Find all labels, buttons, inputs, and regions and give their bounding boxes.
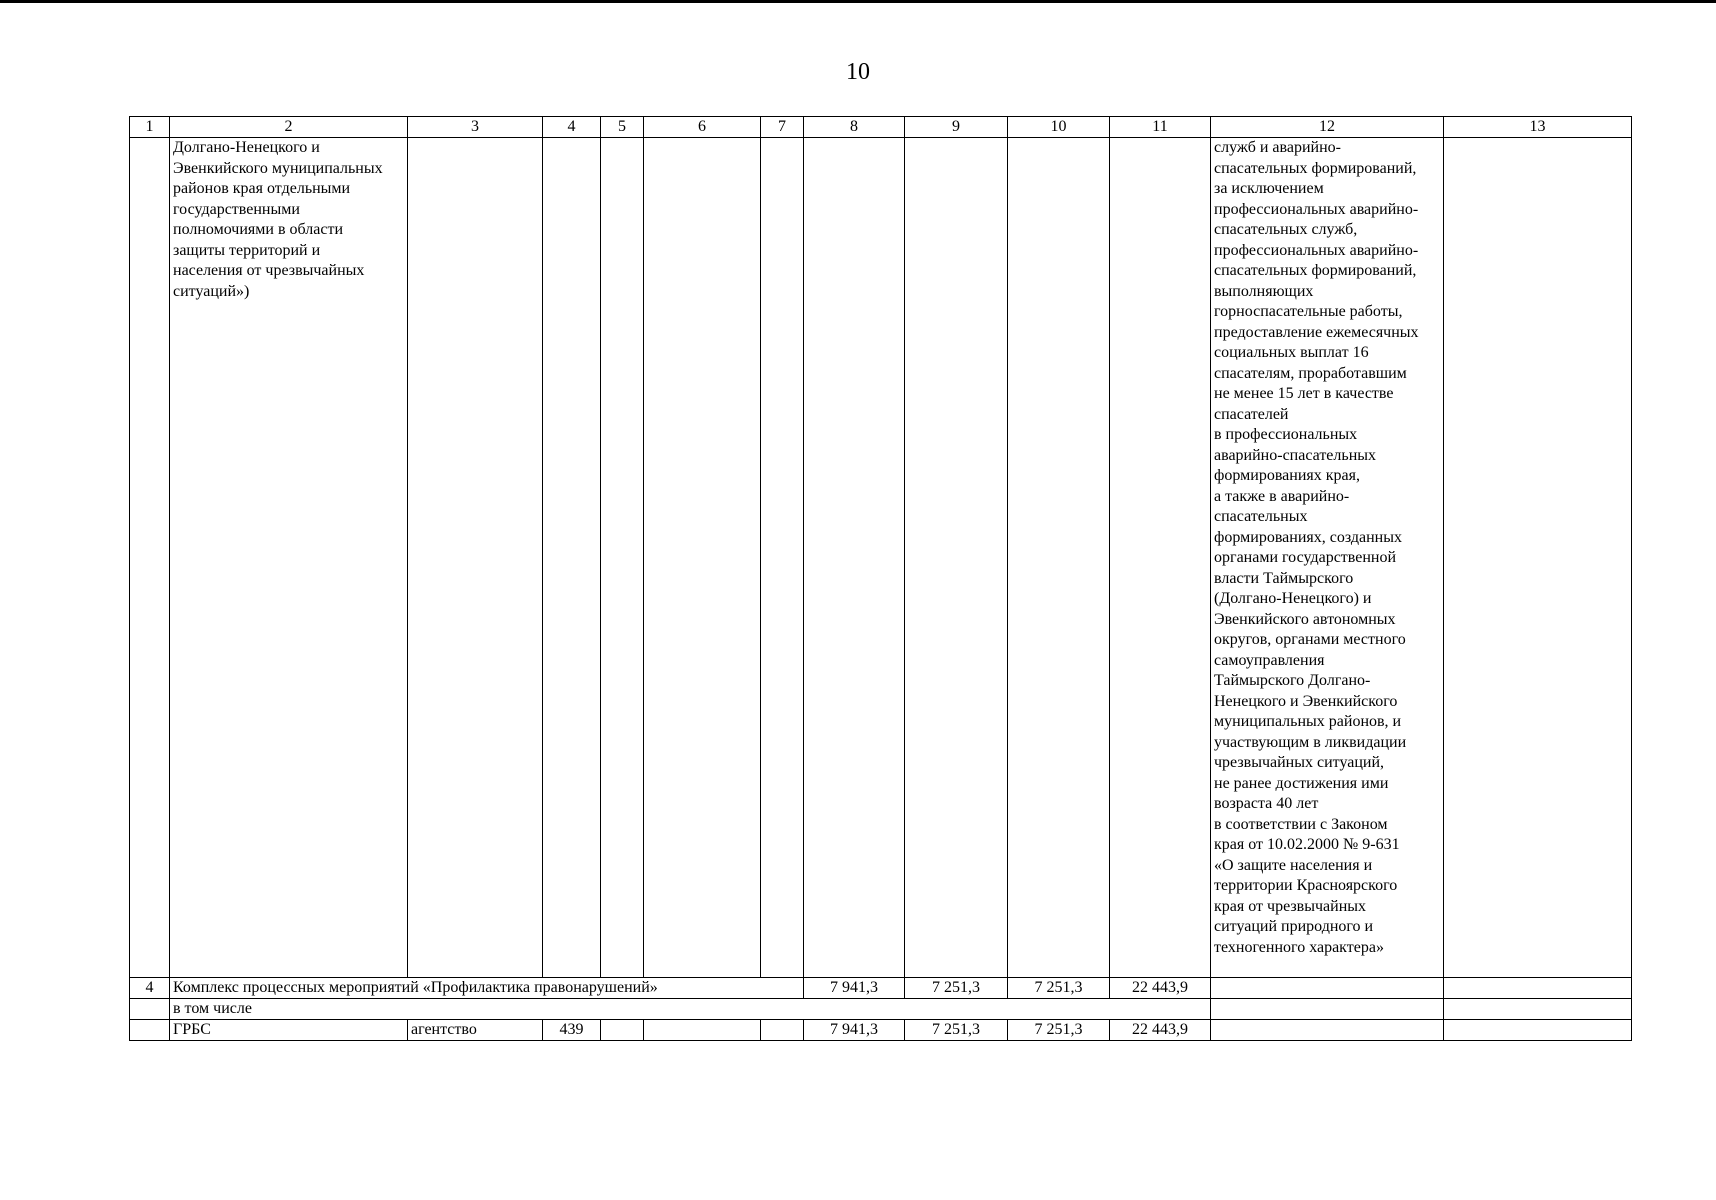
table-cell: [130, 138, 170, 978]
value-col10: 7 251,3: [1008, 978, 1110, 999]
grbs-code: 439: [543, 1020, 601, 1041]
table-cell: [644, 138, 761, 978]
budget-table: [129, 116, 1632, 1041]
column-header: 5: [601, 117, 644, 138]
table-cell: [601, 138, 644, 978]
table-cell: [761, 138, 804, 978]
value-col9: 7 251,3: [905, 978, 1008, 999]
value-col8: 7 941,3: [804, 978, 905, 999]
column-header: 10: [1008, 117, 1110, 138]
grbs-row: [130, 1020, 1632, 1041]
grbs-label: ГРБС: [170, 1020, 408, 1041]
table-cell: [543, 138, 601, 978]
top-border-line: [0, 0, 1716, 3]
table-cell: [1444, 1020, 1632, 1041]
table-cell: [1110, 138, 1211, 978]
complex-title: Комплекс процессных мероприятий «Профилактика правонарушений»: [170, 978, 804, 999]
value-col11: 22 443,9: [1110, 1020, 1211, 1041]
column-header: 2: [170, 117, 408, 138]
table-cell: [1444, 978, 1632, 999]
table-cell: [1444, 138, 1632, 978]
row-number: 4: [130, 978, 170, 999]
table-cell: [1444, 999, 1632, 1020]
table-cell: [1211, 978, 1444, 999]
table-cell: [130, 1020, 170, 1041]
complex-row: [130, 978, 1632, 999]
page-number: 10: [846, 59, 870, 85]
including-row: [130, 999, 1632, 1020]
column-header: 3: [408, 117, 543, 138]
column-header: 6: [644, 117, 761, 138]
column-header: 9: [905, 117, 1008, 138]
column-number-header-row: [130, 117, 1632, 138]
column-header: 13: [1444, 117, 1632, 138]
table-cell: [1211, 999, 1444, 1020]
table-cell: [905, 138, 1008, 978]
value-col11: 22 443,9: [1110, 978, 1211, 999]
continued-row: [130, 138, 1632, 978]
value-col10: 7 251,3: [1008, 1020, 1110, 1041]
table-cell: [1008, 138, 1110, 978]
column-header: 7: [761, 117, 804, 138]
table-cell: [408, 138, 543, 978]
continued-result-cell: служб и аварийно- спасательных формирований, за исключением профессиональных аварийно- спасательных служб, профессиональных аварийно- спасательных формирований, выполняющих горноспасательные работы, предоставление ежемесячных социальных выплат 16 спасателям, проработавшим не менее 15 лет в качестве спасателей в профессиональных аварийно-спасательных формированиях края, а также в аварийно- спасательных формированиях, созданных органами государственной власти Таймырского (Долгано-Ненецкого) и Эвенкийского автономных округов, органами местного самоуправления Таймырского Долгано- Ненецкого и Эвенкийского муниципальных районов, и участвующим в ликвидации чрезвычайных ситуаций, не ранее достижения ими возраста 40 лет в соответствии с Законом края от 10.02.2000 № 9-631 «О защите населения и территории Красноярского края от чрезвычайных ситуаций природного и техногенного характера»: [1211, 138, 1444, 978]
including-label: в том числе: [170, 999, 1211, 1020]
table-cell: [761, 1020, 804, 1041]
column-header: 12: [1211, 117, 1444, 138]
column-header: 11: [1110, 117, 1211, 138]
grbs-agency: агентство: [408, 1020, 543, 1041]
table-cell: [1211, 1020, 1444, 1041]
table-cell: [644, 1020, 761, 1041]
column-header: 1: [130, 117, 170, 138]
value-col8: 7 941,3: [804, 1020, 905, 1041]
table-cell: [130, 999, 170, 1020]
column-header: 4: [543, 117, 601, 138]
table-cell: [804, 138, 905, 978]
table-cell: [601, 1020, 644, 1041]
value-col9: 7 251,3: [905, 1020, 1008, 1041]
column-header: 8: [804, 117, 905, 138]
continued-description-cell: Долгано-Ненецкого и Эвенкийского муниципальных районов края отдельными государственными полномочиями в области защиты территорий и населения от чрезвычайных ситуаций»): [170, 138, 408, 978]
